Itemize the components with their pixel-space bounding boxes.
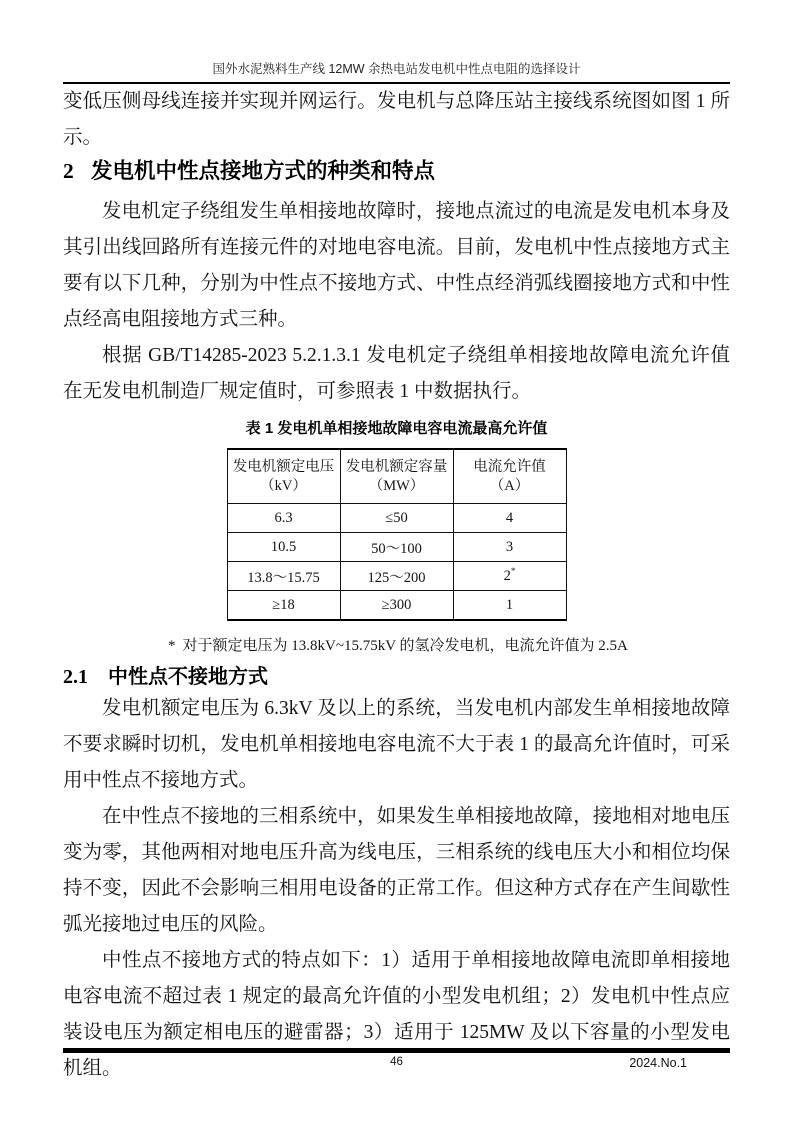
section-2-number: 2 [63, 159, 74, 183]
table-cell: 1 [453, 591, 566, 621]
section-2-1-paragraph-2: 在中性点不接地的三相系统中，如果发生单相接地故障，接地相对地电压变为零，其他两相对地电压升高为线电压，三相系统的线电压大小和相位均保持不变，因此不会影响三相用电设备的正常工作。但这种方式存在产生间歇性弧光接地过电压的风险。 [63, 806, 730, 935]
table-cell: 3 [453, 533, 566, 562]
table-header-cell: 电流允许值 （A） [453, 449, 566, 504]
section-2-1-paragraph-3: 中性点不接地方式的特点如下：1）适用于单相接地故障电流即单相接地电容电流不超过表 1 规定的最高允许值的小型发电机组；2）发电机中性点应装设电压为额定相电压的避雷器；3）适用于 125MW 及以下容量的小型发电机组。 [63, 950, 730, 1079]
table-cell: 13.8～15.75 [227, 562, 340, 591]
page-content [63, 84, 730, 1087]
table-cell: ≤50 [340, 504, 453, 533]
section-2-1-paragraph-1: 发电机额定电压为 6.3kV 及以上的系统，当发电机内部发生单相接地故障不要求瞬时切机，发电机单相接地电容电流不大于表 1 的最高允许值时，可采用中性点不接地方式。 [63, 698, 730, 791]
table-1 [227, 448, 567, 621]
page-number: 46 [390, 1056, 403, 1068]
section-2-1-title: 中性点不接地方式 [108, 666, 268, 688]
table-1-head [227, 449, 566, 504]
issue-label: 2024.No.1 [629, 1056, 687, 1070]
section-2-title: 发电机中性点接地方式的种类和特点 [91, 159, 436, 183]
table-cell: 10.5 [227, 533, 340, 562]
table-cell: 50～100 [340, 533, 453, 562]
table-row [227, 533, 566, 562]
intro-paragraph: 变低压侧母线连接并实现并网运行。发电机与总降压站主接线系统图如图 1 所示。 [63, 91, 730, 148]
page-header [0, 0, 793, 84]
section-2-paragraph-1: 发电机定子绕组发生单相接地故障时，接地点流过的电流是发电机本身及其引出线回路所有连接元件的对地电容电流。目前，发电机中性点接地方式主要有以下几种，分别为中性点不接地方式、中性点经消弧线圈接地方式和中性点经高电阻接地方式三种。 [63, 201, 730, 330]
table-row [227, 504, 566, 533]
footnote-marker: * [168, 638, 176, 654]
section-2-1-heading [63, 663, 730, 691]
section-2-heading [63, 156, 730, 186]
table-1-footnote [168, 635, 730, 657]
section-2-paragraph-2: 根据 GB/T14285-2023 5.2.1.3.1 发电机定子绕组单相接地故障电流允许值在无发电机制造厂规定值时，可参照表 1 中数据执行。 [63, 345, 730, 402]
table-cell: 125～200 [340, 562, 453, 591]
table-header-cell: 发电机额定容量 （MW） [340, 449, 453, 504]
table-1-body [227, 504, 566, 621]
footer-rule [63, 1048, 730, 1053]
section-2-1-number: 2.1 [63, 666, 88, 688]
table-1-caption: 表 1 发电机单相接地故障电容电流最高允许值 [245, 420, 548, 437]
table-cell: 4 [453, 504, 566, 533]
table-header-row [227, 449, 566, 504]
table-cell: 2* [453, 562, 566, 591]
footnote-text: 对于额定电压为 13.8kV~15.75kV 的氢冷发电机，电流允许值为 2.5A [182, 638, 628, 654]
table-cell-asterisk: * [510, 565, 516, 576]
table-cell: ≥300 [340, 591, 453, 621]
table-header-cell: 发电机额定电压 （kV） [227, 449, 340, 504]
table-cell: ≥18 [227, 591, 340, 621]
table-cell: 6.3 [227, 504, 340, 533]
table-row [227, 591, 566, 621]
running-header-title: 国外水泥熟料生产线 12MW 余热电站发电机中性点电阻的选择设计 [212, 62, 581, 76]
table-row [227, 562, 566, 591]
